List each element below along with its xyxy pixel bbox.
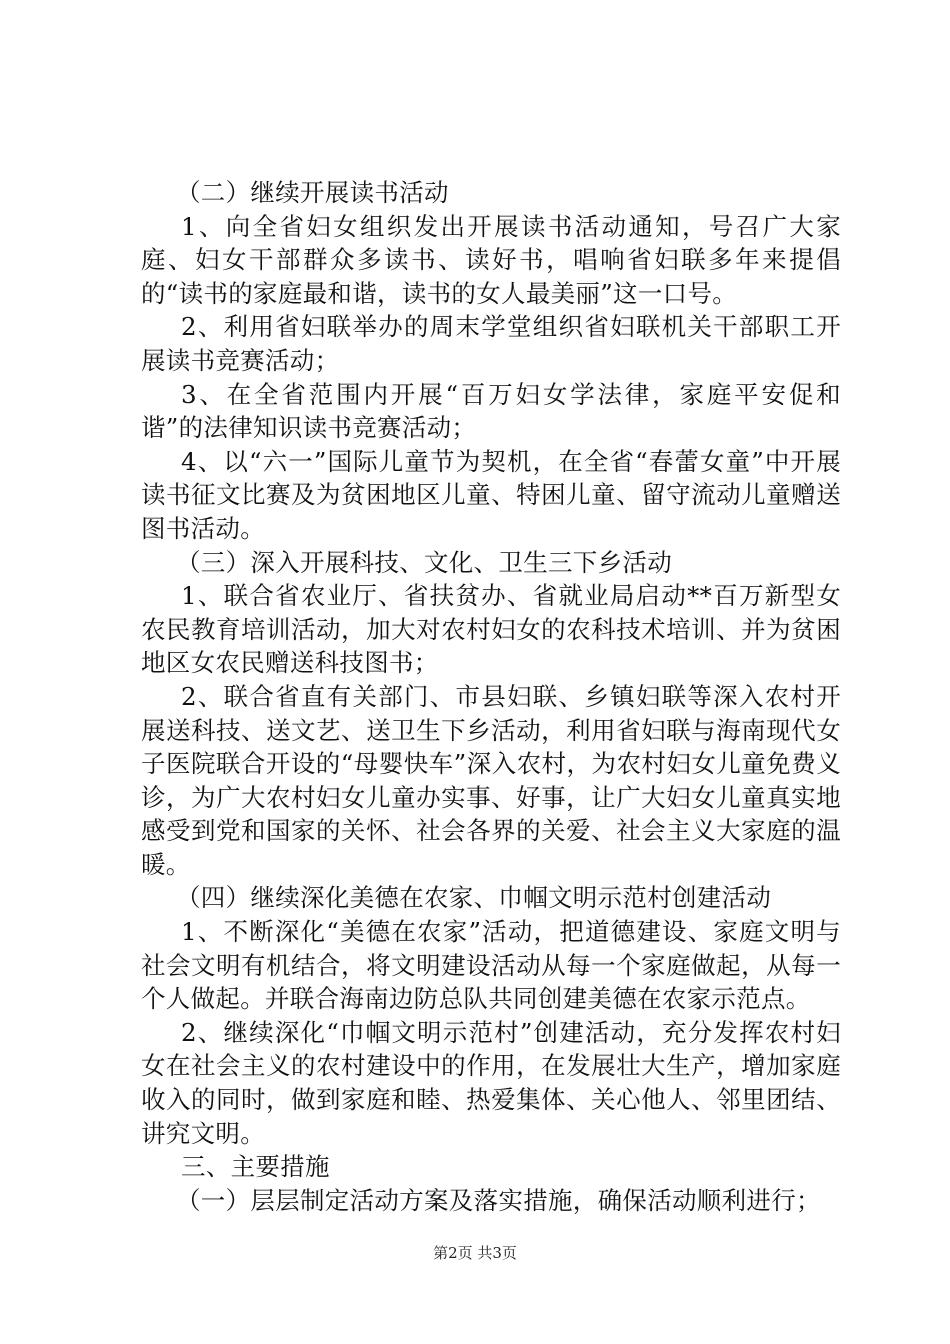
paragraph-item: 1、联合省农业厅、省扶贫办、省就业局启动**百万新型女农民教育培训活动，加大对农村妇女的农科技术培训、并为贫困地区女农民赠送科技图书； bbox=[141, 581, 841, 678]
section-heading-virtue: （四）继续深化美德在农家、巾帼文明示范村创建活动 bbox=[176, 883, 772, 913]
section-heading-three-rural: （三）深入开展科技、文化、卫生三下乡活动 bbox=[176, 547, 672, 577]
paragraph-item: 3、在全省范围内开展“百万妇女学法律，家庭平安促和谐”的法律知识读书竞赛活动； bbox=[141, 379, 841, 443]
section-heading-measures: 三、主要措施 bbox=[181, 1152, 330, 1182]
paragraph-item: 4、以“六一”国际儿童节为契机，在全省“春蕾女童”中开展读书征文比赛及为贫困地区儿童、特困儿童、留守流动儿童赠送图书活动。 bbox=[141, 446, 841, 543]
paragraph-item: 2、利用省妇联举办的周末学堂组织省妇联机关干部职工开展读书竞赛活动； bbox=[141, 312, 841, 375]
paragraph-item: 1、向全省妇女组织发出开展读书活动通知，号召广大家庭、妇女干部群众多读书、读好书，唱响省妇联多年来提倡的“读书的家庭最和谐，读书的女人最美丽”这一口号。 bbox=[141, 211, 841, 308]
document-body bbox=[141, 176, 841, 1217]
paragraph-item: 1、不断深化“美德在农家”活动，把道德建设、家庭文明与社会文明有机结合，将文明建设活动从每一个家庭做起，从每一个人做起。并联合海南边防总队共同创建美德在农家示范点。 bbox=[141, 917, 841, 1014]
paragraph-item: 2、联合省直有关部门、市县妇联、乡镇妇联等深入农村开展送科技、送文艺、送卫生下乡活动，利用省妇联与海南现代女子医院联合开设的“母婴快车”深入农村，为农村妇女儿童免费义诊，为广大农村妇女儿童办实事、好事，让广大妇女儿童真实地感受到党和国家的关怀、社会各界的关爱、社会主义大家庭的温暖。 bbox=[141, 681, 841, 879]
paragraph-item: 2、继续深化“巾帼文明示范村”创建活动，充分发挥农村妇女在社会主义的农村建设中的作用，在发展壮大生产，增加家庭收入的同时，做到家庭和睦、热爱集体、关心他人、邻里团结、讲究文明。 bbox=[141, 1017, 841, 1148]
section-heading-reading: （二）继续开展读书活动 bbox=[176, 178, 449, 207]
paragraph-item: （一）层层制定活动方案及落实措施，确保活动顺利进行； bbox=[176, 1185, 821, 1215]
page-number-footer: 第2页 共3页 bbox=[433, 1244, 517, 1262]
